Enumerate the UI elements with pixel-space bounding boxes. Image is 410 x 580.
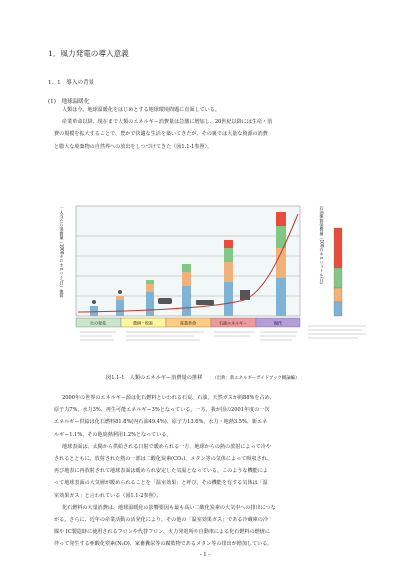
caption-title: 図1.1-1 人類のエネルギー消費量の推移 (106, 375, 203, 381)
y-axis-label: 一人当たり消費量（1000キロカロリー/日）換算 (59, 206, 65, 298)
body-line: 原子力7%、水力3%、再生可能エネルギー3%となっている。一方、我が国の2001年度の一次 (54, 407, 270, 414)
right-axis-label: 石油換算消費量（100万キロリットル/日） (319, 206, 325, 287)
body-line: 再び地表に再放射されて地球表面は暖められ安定した気温となっている。このような機能によ (54, 468, 268, 475)
body-line: エネルギー供給は化石燃料81.8%(内石油49.4%)、原子力13.6%、水力・地熱3.5%、新エネ (54, 419, 268, 426)
energy-consumption-figure (54, 200, 372, 348)
body-paragraphs (54, 392, 374, 551)
body-line: 媒や IC製造時に使用されるフロンや代替フロン、火力発電所や自動車による化石燃料の燃焼に (54, 529, 270, 536)
body-line: 地球表面は、太陽から供給される日射で暖められる一方、地球からの熱の放射によって冷や (62, 443, 271, 450)
era-label: 石油エネルギー (219, 320, 247, 326)
figure-caption (106, 374, 299, 381)
era-label: 農耕・牧畜 (133, 320, 153, 326)
body-line: って地球表面の大気層が暖められることを「温室効果」と呼び、その機能を有する気体は「温 (54, 480, 268, 487)
right-legend (334, 228, 342, 316)
intro-line: 費の規模を拡大することで、豊かで快適な生活を築いてきたが、その裏では大量な資源の消費 (54, 131, 268, 138)
section-heading: 1．風力発電の導入意義 (48, 49, 129, 58)
topic-heading: (1) 地球温暖化 (48, 99, 90, 105)
figure-illustration (54, 200, 372, 348)
body-line: 2000年の世界のエネルギー源は化石燃料といわれる石炭、石油、天然ガスが約88%を占め、 (62, 395, 275, 401)
intro-line: と膨大な廃棄物の自然界への放出をしつづけてきた（図1.1-1参照）。 (54, 143, 213, 150)
era-label: 火の発見 (90, 320, 106, 326)
body-line: されるとともに、放射された熱の一部は二酸化炭素(CO₂)、メタン等の気体によって吸収され、 (54, 456, 273, 463)
era-label: 現代 (274, 320, 282, 326)
caption-source: （出典：新エネルギーガイドブック概論編） (212, 376, 300, 381)
intro-line: 人類は今、地球温暖化をはじめとする地球環境問題に直面している。 (62, 107, 220, 113)
era-label: 産業革命 (180, 320, 196, 326)
intro-line: 産業革命以降、現在まで人類のエネルギー消費量は急激に増加し、20世紀以降には生産・消 (62, 119, 273, 126)
subsection-heading: 1．1 導入の背景 (48, 80, 95, 86)
body-line: 室効果ガス」と言われている（図1.1-2参照）。 (54, 492, 162, 499)
era-band (76, 318, 300, 327)
body-line: がる。さらに、近年の産業活動の活発化により、その他の「温室効果ガス」である冷蔵庫の冷 (54, 517, 268, 524)
body-line: 化石燃料の大量消費は、地球温暖化の影響要因も最も高い二酸化炭素の大気中への排出につな (62, 504, 276, 511)
page-number: - 1 - (199, 552, 211, 558)
intro-paragraph (54, 104, 374, 153)
body-line: 伴って発生する亜酸化窒素(N₂O)、家畜糞尿等の腐敗物であるメタン等の排出が増加している。 (54, 541, 273, 548)
body-line: ルギー1.1%、その他廃熱利用1.2%となっている。 (54, 431, 172, 438)
